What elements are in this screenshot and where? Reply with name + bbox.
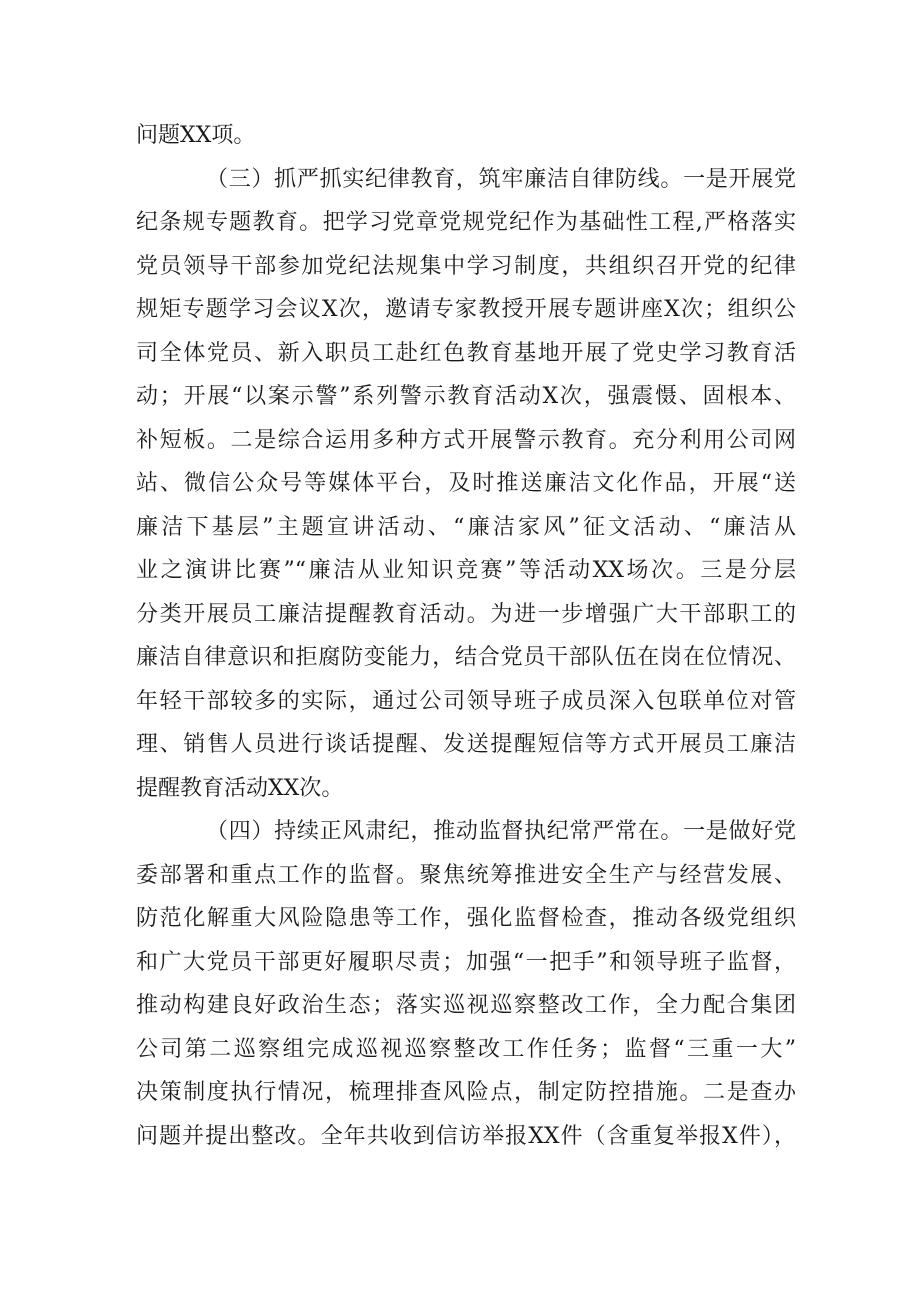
text-line: 公司第二巡察组完成巡视巡察整改工作任务；监督“三重一大” xyxy=(136,1036,796,1062)
text-line: 问题XX项。 xyxy=(136,123,256,148)
text-line: 和广大党员干部更好履职尽责；加强“一把手”和领导班子监督， xyxy=(136,949,796,975)
text-line: 理、销售人员进行谈话提醒、发送提醒短信等方式开展员工廉洁 xyxy=(136,732,796,757)
document-body xyxy=(136,114,796,1158)
text-line: 党员领导干部参加党纪法规集中学习制度，共组织召开党的纪律 xyxy=(136,253,796,279)
text-line: 防范化解重大风险隐患等工作，强化监督检查，推动各级党组织 xyxy=(136,906,796,931)
text-line: 司全体党员、新入职员工赴红色教育基地开展了党史学习教育活 xyxy=(136,340,796,366)
text-line: 廉洁下基层”主题宣讲活动、“廉洁家风”征文活动、“廉洁从 xyxy=(136,514,796,540)
text-line: 规矩专题学习会议X次，邀请专家教授开展专题讲座X次；组织公 xyxy=(136,297,796,322)
text-line: 补短板。二是综合运用多种方式开展警示教育。充分利用公司网 xyxy=(136,427,796,453)
text-line: 纪条规专题教育。把学习党章党规党纪作为基础性工程,严格落实 xyxy=(136,210,796,235)
text-line: 分类开展员工廉洁提醒教育活动。为进一步增强广大干部职工的 xyxy=(136,601,796,627)
text-line: 动；开展“以案示警”系列警示教育活动X次，强震慑、固根本、 xyxy=(136,384,796,409)
text-line: 业之演讲比赛”“廉洁从业知识竞赛”等活动XX场次。三是分层 xyxy=(136,558,796,583)
text-line: 决策制度执行情况，梳理排查风险点，制定防控措施。二是查办 xyxy=(136,1080,796,1105)
text-line: 年轻干部较多的实际，通过公司领导班子成员深入包联单位对管 xyxy=(136,688,796,714)
text-line: 委部署和重点工作的监督。聚焦统筹推进安全生产与经营发展、 xyxy=(136,862,796,888)
paragraph-heading-line: （四）持续正风肃纪，推动监督执纪常严常在。一是做好党 xyxy=(206,819,796,844)
text-line: 提醒教育活动XX次。 xyxy=(136,775,344,801)
text-line: 站、微信公众号等媒体平台，及时推送廉洁文化作品，开展“送 xyxy=(136,471,796,496)
text-line: 廉洁自律意识和拒腐防变能力，结合党员干部队伍在岗在位情况、 xyxy=(136,645,796,670)
paragraph-heading-line: （三）抓严抓实纪律教育，筑牢廉洁自律防线。一是开展党 xyxy=(206,166,796,192)
text-line: 问题并提出整改。全年共收到信访举报XX件（含重复举报X件）， xyxy=(136,1123,796,1149)
text-line: 推动构建良好政治生态；落实巡视巡察整改工作，全力配合集团 xyxy=(136,993,796,1018)
